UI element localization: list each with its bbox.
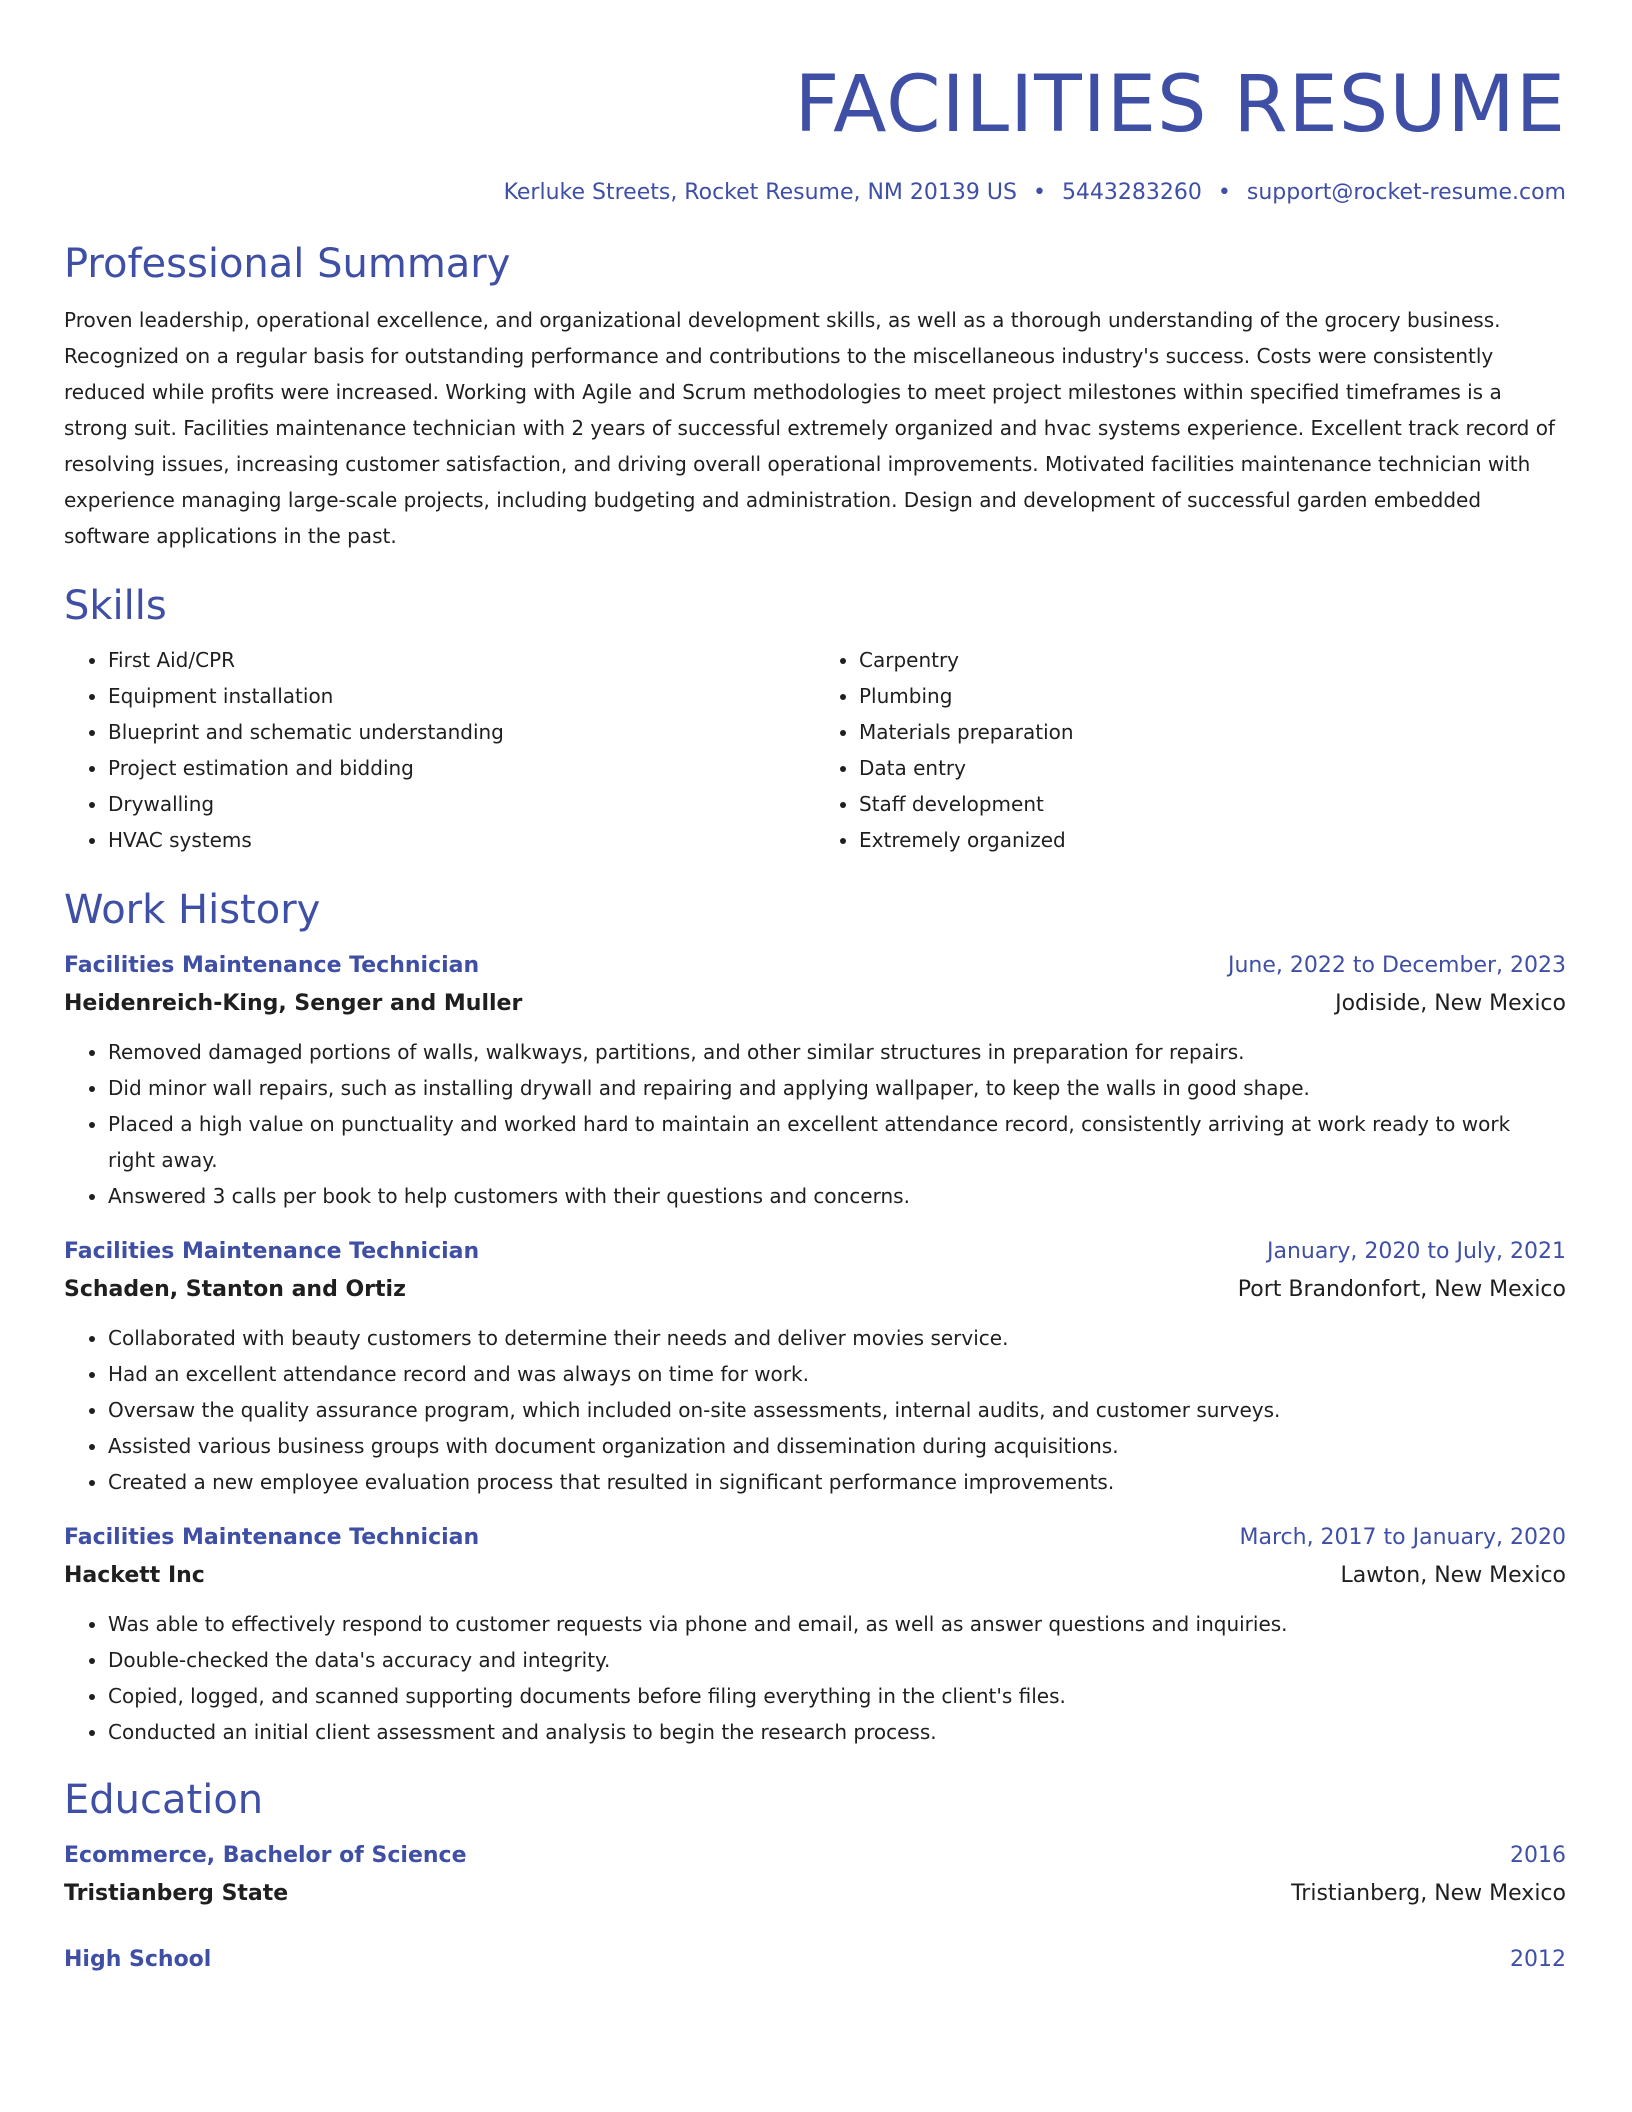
skill-item: • Staff development [859, 786, 1566, 822]
work-history-heading: Work History [64, 887, 321, 933]
education-school: Tristianberg State [64, 1881, 289, 1906]
job-header-row [64, 1234, 1566, 1270]
education-header-row [64, 1942, 1566, 1978]
skills-grid [64, 642, 1566, 858]
summary-heading: Professional Summary [64, 241, 511, 287]
job-dates: June, 2022 to December, 2023 [1227, 953, 1566, 978]
job-bullets [64, 1606, 1566, 1750]
job-bullet: • Oversaw the quality assurance program, which included on-site assessments, internal audits, and customer surveys. [108, 1392, 1566, 1428]
education-entry [64, 1942, 1566, 1978]
contact-email: support@rocket-resume.com [1246, 180, 1566, 205]
education-header-row [64, 1838, 1566, 1874]
job-dates: March, 2017 to January, 2020 [1239, 1525, 1566, 1550]
job-bullet: • Removed damaged portions of walls, walkways, partitions, and other similar structures in preparation for repairs. [108, 1034, 1566, 1070]
skills-list-left [64, 642, 815, 858]
education-year: 2012 [1510, 1947, 1566, 1972]
skill-item: • Data entry [859, 750, 1566, 786]
contact-separator: • [1032, 180, 1046, 205]
job-bullet: • Did minor wall repairs, such as installing drywall and repairing and applying wallpaper, to keep the walls in good shape. [108, 1070, 1566, 1106]
job-company-row [64, 984, 1566, 1024]
education-entry [64, 1838, 1566, 1914]
education-degree: High School [64, 1947, 212, 1972]
job-bullets [64, 1320, 1566, 1500]
skill-item: • Plumbing [859, 678, 1566, 714]
education-heading: Education [64, 1777, 264, 1823]
job-location: Port Brandonfort, New Mexico [1237, 1277, 1566, 1302]
job-bullet: • Had an excellent attendance record and was always on time for work. [108, 1356, 1566, 1392]
summary-section [64, 240, 1566, 554]
job-dates: January, 2020 to July, 2021 [1267, 1239, 1566, 1264]
job-bullet: • Placed a high value on punctuality and worked hard to maintain an excellent attendance record, consistently arriving at work ready to work right away. [108, 1106, 1566, 1178]
summary-text: Proven leadership, operational excellence, and organizational development skills, as well as a thorough understanding of the grocery business. Recognized on a regular basis for outstanding performance and contributions to the miscellaneous industry's success. Costs were consistently reduced while profits were increased. Working with Agile and Scrum methodologies to meet project milestones within specified timeframes is a strong suit. Facilities maintenance technician with 2 years of successful extremely organized and hvac systems experience. Excellent track record of resolving issues, increasing customer satisfaction, and driving overall operational improvements. Motivated facilities maintenance technician with experience managing large-scale projects, including budgeting and administration. Design and development of successful garden embedded software applications in the past. [64, 308, 1555, 548]
job-title: Facilities Maintenance Technician [64, 953, 480, 978]
education-year: 2016 [1510, 1843, 1566, 1868]
job-company: Hackett Inc [64, 1563, 205, 1588]
job-bullet: • Copied, logged, and scanned supporting documents before filing everything in the client's files. [108, 1678, 1566, 1714]
job-bullet: • Created a new employee evaluation process that resulted in significant performance improvements. [108, 1464, 1566, 1500]
job-entry [64, 1234, 1566, 1500]
skill-item: • Equipment installation [108, 678, 815, 714]
skill-item: • Extremely organized [859, 822, 1566, 858]
education-section [64, 1776, 1566, 1978]
job-entry [64, 948, 1566, 1214]
job-title: Facilities Maintenance Technician [64, 1239, 480, 1264]
job-company-row [64, 1270, 1566, 1310]
skill-item: • Carpentry [859, 642, 1566, 678]
skill-item: • Materials preparation [859, 714, 1566, 750]
job-bullet: • Conducted an initial client assessment and analysis to begin the research process. [108, 1714, 1566, 1750]
job-location: Lawton, New Mexico [1340, 1563, 1566, 1588]
contact-separator: • [1217, 180, 1231, 205]
contact-address: Kerluke Streets, Rocket Resume, NM 20139 US [503, 180, 1017, 205]
skill-item: • First Aid/CPR [108, 642, 815, 678]
education-degree: Ecommerce, Bachelor of Science [64, 1843, 467, 1868]
job-header-row [64, 948, 1566, 984]
skill-item: • Project estimation and bidding [108, 750, 815, 786]
skill-item: • HVAC systems [108, 822, 815, 858]
job-location: Jodiside, New Mexico [1335, 991, 1566, 1016]
job-bullet: • Assisted various business groups with document organization and dissemination during acquisitions. [108, 1428, 1566, 1464]
skills-section [64, 582, 1566, 858]
job-title: Facilities Maintenance Technician [64, 1525, 480, 1550]
job-bullet: • Collaborated with beauty customers to determine their needs and deliver movies service. [108, 1320, 1566, 1356]
work-history-section [64, 886, 1566, 1750]
contact-line [64, 178, 1566, 208]
resume-title: FACILITIES RESUME [794, 60, 1566, 150]
contact-phone: 5443283260 [1061, 180, 1202, 205]
education-location: Tristianberg, New Mexico [1291, 1881, 1566, 1906]
job-company: Schaden, Stanton and Ortiz [64, 1277, 406, 1302]
skills-heading: Skills [64, 583, 167, 629]
skill-item: • Blueprint and schematic understanding [108, 714, 815, 750]
job-header-row [64, 1520, 1566, 1556]
resume-page [64, 0, 1566, 1978]
job-bullet: • Double-checked the data's accuracy and integrity. [108, 1642, 1566, 1678]
job-bullet: • Answered 3 calls per book to help customers with their questions and concerns. [108, 1178, 1566, 1214]
job-company-row [64, 1556, 1566, 1596]
job-bullets [64, 1034, 1566, 1214]
job-entry [64, 1520, 1566, 1750]
job-company: Heidenreich-King, Senger and Muller [64, 991, 523, 1016]
skills-list-right [815, 642, 1566, 858]
job-bullet: • Was able to effectively respond to customer requests via phone and email, as well as answer questions and inquiries. [108, 1606, 1566, 1642]
skill-item: • Drywalling [108, 786, 815, 822]
education-school-row [64, 1874, 1566, 1914]
